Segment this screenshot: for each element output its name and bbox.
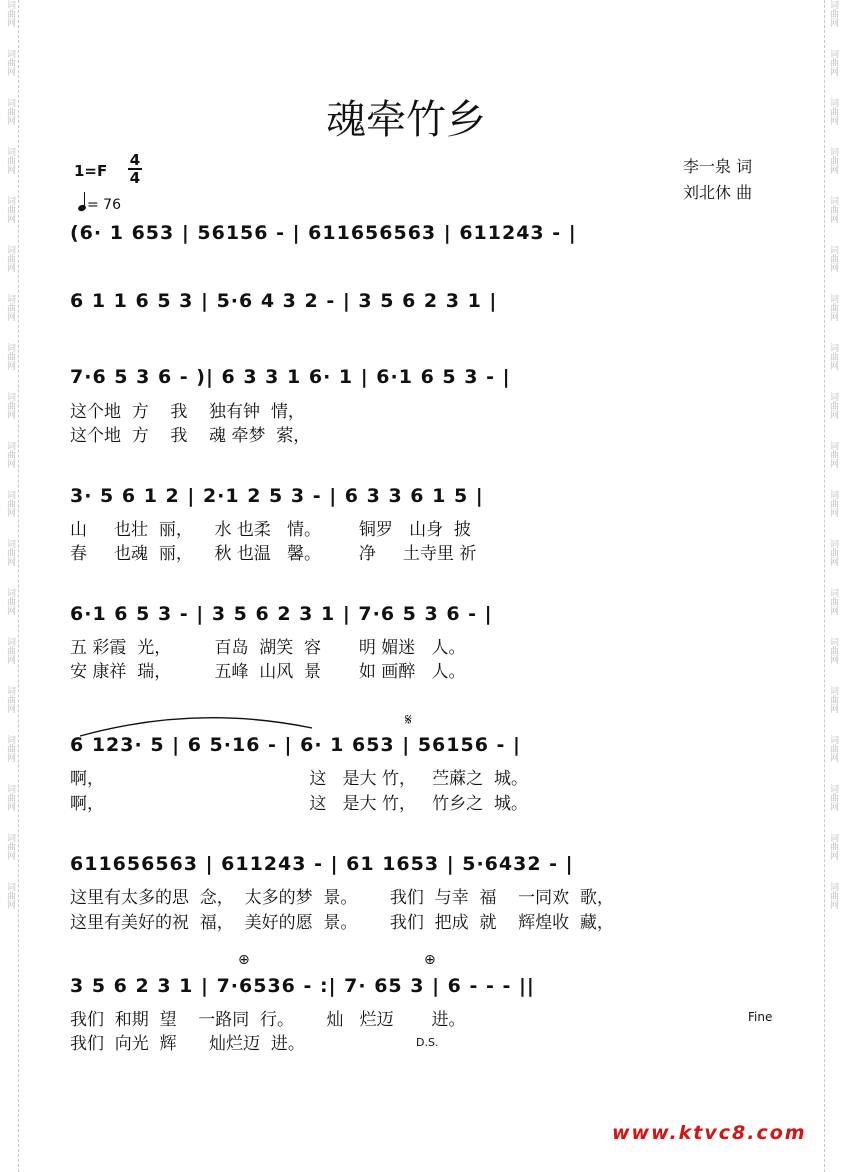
watermark-text: 词曲网 xyxy=(5,343,15,370)
watermark-text: 词曲网 xyxy=(5,833,15,860)
watermark-right xyxy=(825,0,841,931)
watermark-text: 词曲网 xyxy=(5,882,15,909)
notation: 6 123· 5 | 6 5·16 - | 6· 1 653 | 56156 - | xyxy=(70,734,521,756)
watermark-text: 词曲网 xyxy=(828,882,838,909)
song-title: 魂牵竹乡 xyxy=(326,97,486,143)
watermark-text: 词曲网 xyxy=(5,392,15,419)
right-border-line xyxy=(824,0,825,1172)
watermark-text: 词曲网 xyxy=(828,637,838,664)
note-stem xyxy=(84,192,85,206)
left-border-line xyxy=(18,0,19,1172)
watermark-text: 词曲网 xyxy=(828,343,838,370)
watermark-text: 词曲网 xyxy=(828,833,838,860)
tempo-marking xyxy=(78,195,121,213)
watermark-text: 词曲网 xyxy=(828,784,838,811)
lyrics-verse-1: 山 也壮 丽， 水 也柔 情。 铜罗 山身 披 xyxy=(70,520,471,540)
tempo-value: = 76 xyxy=(87,197,121,213)
lyrics-verse-1: 我们 和期 望 一路同 行。 灿 烂迈 进。 xyxy=(70,1010,466,1030)
coda-sign: ⊕ xyxy=(424,952,436,968)
watermark-text: 词曲网 xyxy=(5,0,15,27)
notation: 611656563 | 611243 - | 61 1653 | 5·6432 - | xyxy=(70,853,574,875)
composer-credit: 刘北休 曲 xyxy=(683,183,753,202)
notation: 3· 5 6 1 2 | 2·1 2 5 3 - | 6 3 3 6 1 5 | xyxy=(70,485,484,507)
watermark-text: 词曲网 xyxy=(5,147,15,174)
watermark-text: 词曲网 xyxy=(828,735,838,762)
watermark-text: 词曲网 xyxy=(828,686,838,713)
ds-marking: D.S. xyxy=(416,1036,439,1049)
quarter-note-icon xyxy=(77,204,87,212)
lyrics-verse-1: 五 彩霞 光， 百岛 湖笑 容 明 媚迷 人。 xyxy=(70,638,466,658)
lyricist-credit: 李一泉 词 xyxy=(683,157,753,176)
watermark-text: 词曲网 xyxy=(828,588,838,615)
watermark-text: 词曲网 xyxy=(828,49,838,76)
lyrics-verse-2: 安 康祥 瑞， 五峰 山风 景 如 画醉 人。 xyxy=(70,662,466,682)
segno-sign: 𝄋 xyxy=(405,710,412,729)
watermark-text: 词曲网 xyxy=(5,98,15,125)
fine-marking: Fine xyxy=(748,1010,773,1024)
key-signature: 1=F xyxy=(74,162,108,180)
watermark-text: 词曲网 xyxy=(5,441,15,468)
watermark-text: 词曲网 xyxy=(828,98,838,125)
notation: 6 1 1 6 5 3 | 5·6 4 3 2 - | 3 5 6 2 3 1 | xyxy=(70,290,498,312)
coda-sign: ⊕ xyxy=(238,952,250,968)
watermark-text: 词曲网 xyxy=(5,686,15,713)
notation: 3 5 6 2 3 1 | 7·6536 - :| 7· 65 3 | 6 - - - || xyxy=(70,975,535,997)
lyrics-verse-2: 这里有美好的祝 福， 美好的愿 景。 我们 把成 就 辉煌收 藏， xyxy=(70,913,614,933)
watermark-text: 词曲网 xyxy=(828,196,838,223)
watermark-text: 词曲网 xyxy=(828,490,838,517)
watermark-text: 词曲网 xyxy=(5,588,15,615)
watermark-text: 词曲网 xyxy=(5,245,15,272)
watermark-text: 词曲网 xyxy=(5,196,15,223)
lyrics-verse-2: 我们 向光 辉 灿烂迈 进。 xyxy=(70,1034,305,1054)
lyrics-verse-1: 这里有太多的思 念， 太多的梦 景。 我们 与幸 福 一同欢 歌， xyxy=(70,888,614,908)
watermark-text: 词曲网 xyxy=(5,539,15,566)
time-signature-bottom: 4 xyxy=(129,169,141,187)
watermark-text: 词曲网 xyxy=(828,147,838,174)
lyrics-verse-2: 啊， 这 是大 竹， 竹乡之 城。 xyxy=(70,794,528,814)
watermark-text: 词曲网 xyxy=(5,735,15,762)
watermark-text: 词曲网 xyxy=(5,490,15,517)
watermark-text: 词曲网 xyxy=(828,0,838,27)
watermark-text: 词曲网 xyxy=(828,294,838,321)
watermark-text: 词曲网 xyxy=(5,637,15,664)
notation: 7·6 5 3 6 - )| 6 3 3 1 6· 1 | 6·1 6 5 3 - | xyxy=(70,366,511,388)
watermark-text: 词曲网 xyxy=(828,392,838,419)
lyrics-verse-1: 啊， 这 是大 竹， 苎蔴之 城。 xyxy=(70,769,528,789)
watermark-text: 词曲网 xyxy=(5,49,15,76)
time-signature-top: 4 xyxy=(129,151,141,169)
notation: 6·1 6 5 3 - | 3 5 6 2 3 1 | 7·6 5 3 6 - | xyxy=(70,603,493,625)
time-signature xyxy=(128,152,142,186)
lyrics-verse-2: 春 也魂 丽， 秋 也温 馨。 净 土寺里 祈 xyxy=(70,544,477,564)
lyrics-verse-1: 这个地 方 我 独有钟 情， xyxy=(70,402,305,422)
watermark-text: 词曲网 xyxy=(828,441,838,468)
watermark-text: 词曲网 xyxy=(5,784,15,811)
notation: (6· 1 653 | 56156 - | 611656563 | 611243 - | xyxy=(70,222,577,244)
watermark-text: 词曲网 xyxy=(828,245,838,272)
watermark-text: 词曲网 xyxy=(5,294,15,321)
site-watermark: www.ktvc8.com xyxy=(612,1122,807,1144)
watermark-text: 词曲网 xyxy=(828,539,838,566)
lyrics-verse-2: 这个地 方 我 魂 牵梦 萦， xyxy=(70,426,311,446)
